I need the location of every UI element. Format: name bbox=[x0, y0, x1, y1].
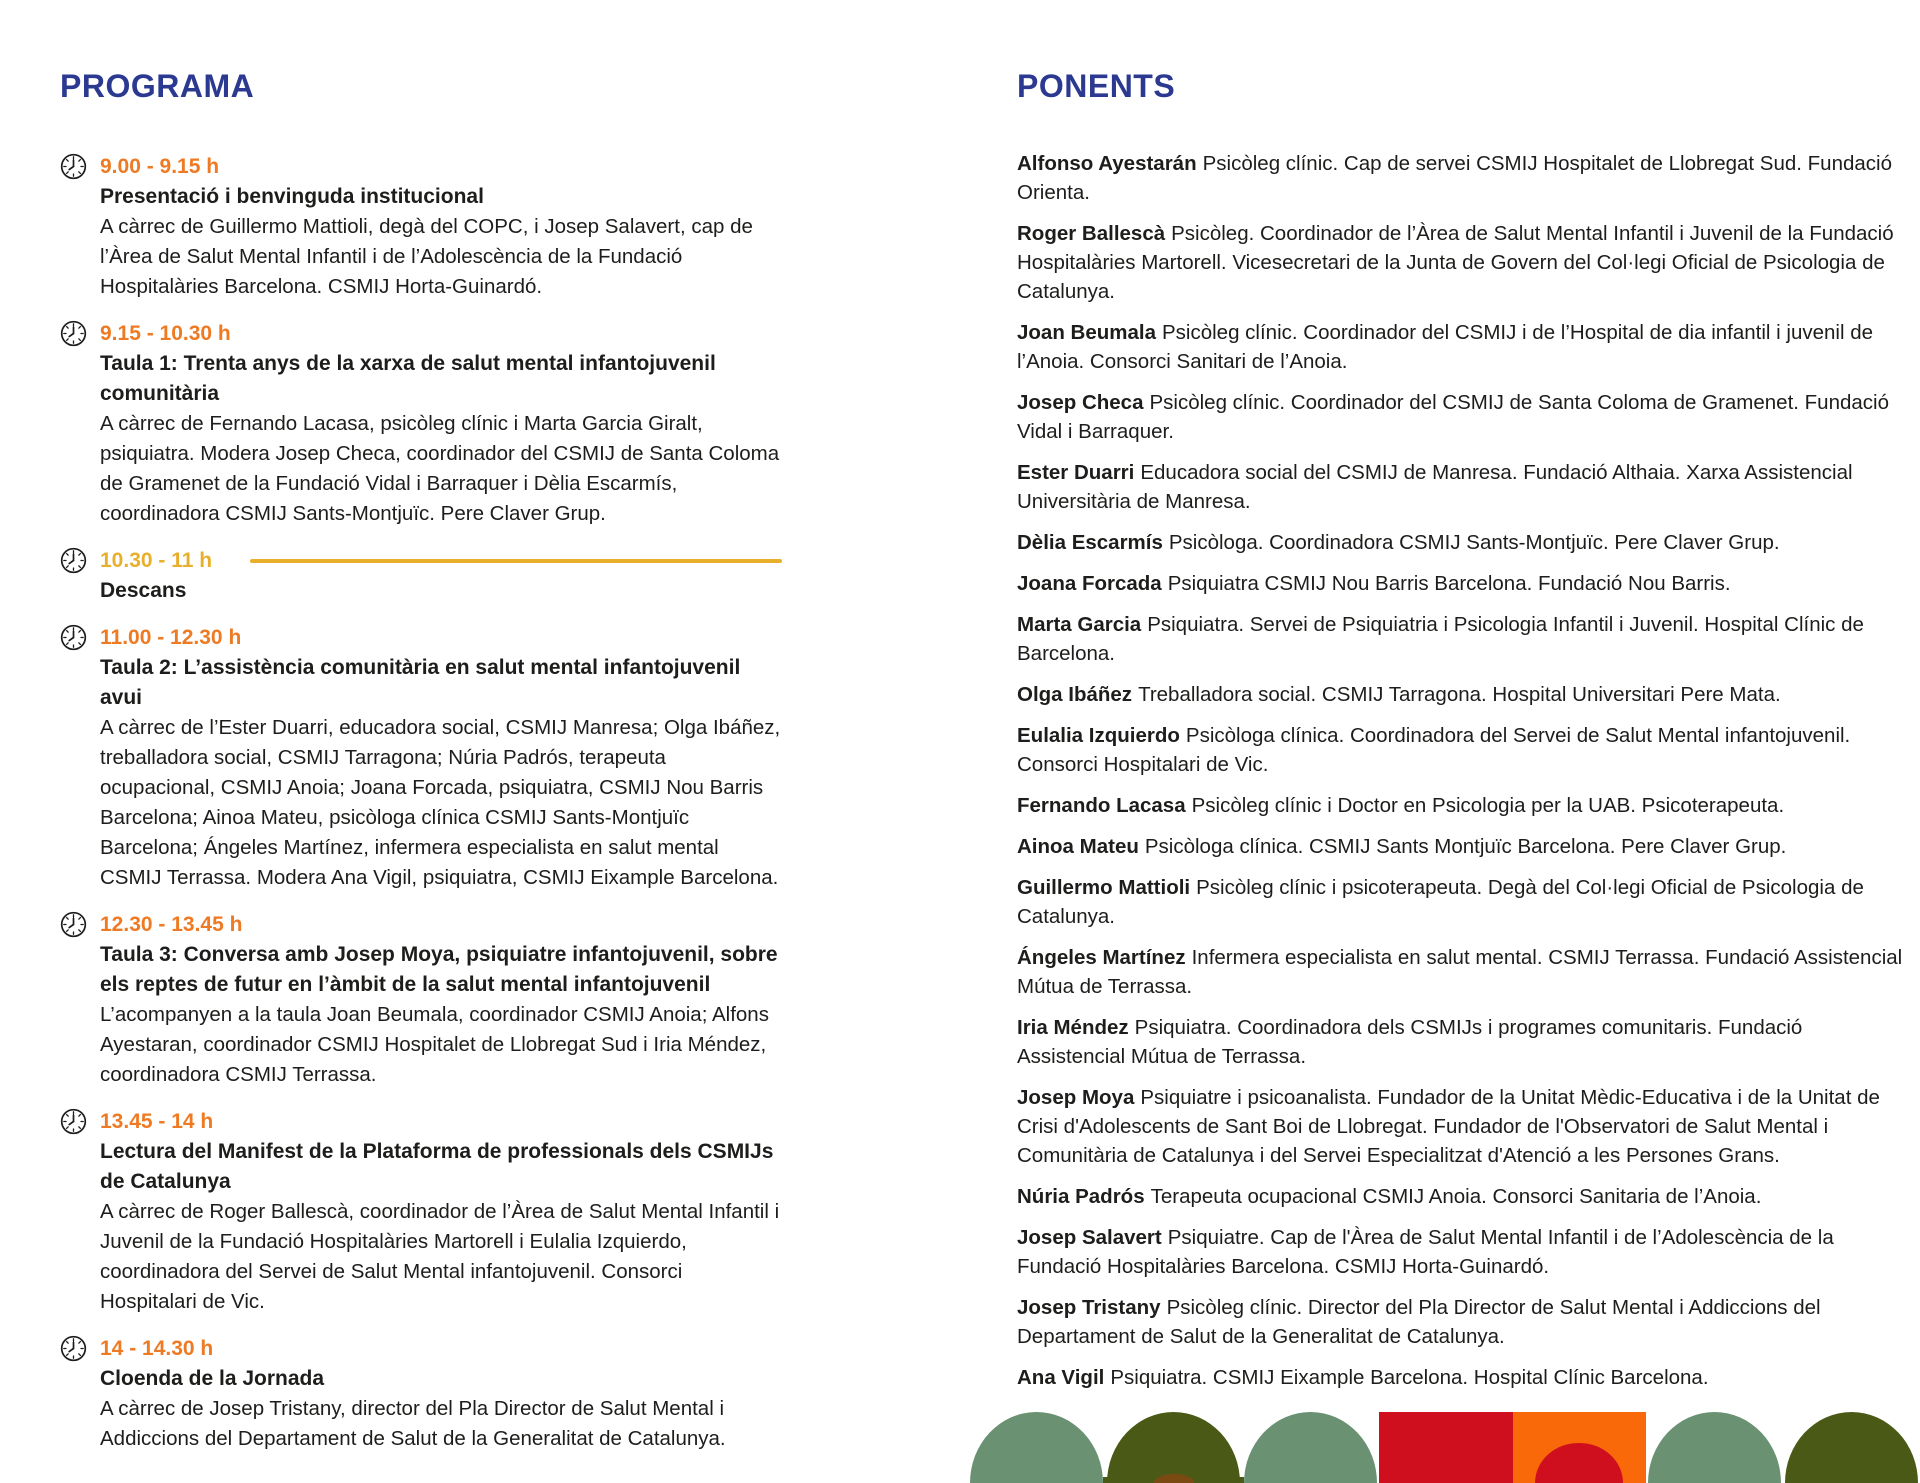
speaker-entry bbox=[1017, 610, 1910, 668]
decorative-arch-strip bbox=[968, 1412, 1920, 1483]
speaker-bio: Psiquiatra. CSMIJ Eixample Barcelona. Hospital Clínic Barcelona. bbox=[1110, 1365, 1709, 1389]
speaker-name: Joan Beumala bbox=[1017, 320, 1156, 344]
deco-square bbox=[1513, 1412, 1646, 1483]
deco-arch bbox=[1244, 1412, 1377, 1483]
speaker-entry bbox=[1017, 1223, 1910, 1281]
speaker-name: Guillermo Mattioli bbox=[1017, 875, 1191, 899]
session-body bbox=[100, 1107, 782, 1317]
session bbox=[60, 152, 800, 302]
session-time-row bbox=[100, 910, 782, 940]
deco-inner-arch bbox=[1535, 1443, 1623, 1483]
session-body bbox=[100, 546, 782, 606]
speaker-name: Roger Ballescà bbox=[1017, 221, 1166, 245]
speaker-bio: Psicòleg. Coordinador de l’Àrea de Salut Mental Infantil i Juvenil de la Fundació Hospitalàries Martorell. Vicesecretari de la Junta de Govern del Col·legi Oficial de Psicologia de Catalunya. bbox=[1017, 221, 1894, 303]
session-title: Lectura del Manifest de la Plataforma de professionals dels CSMIJs de Catalunya bbox=[100, 1139, 774, 1193]
speaker-entry bbox=[1017, 318, 1910, 376]
session-time: 9.15 - 10.30 h bbox=[100, 321, 231, 345]
deco-base-dome bbox=[1154, 1474, 1194, 1483]
speaker-entry bbox=[1017, 721, 1910, 779]
session-description: L’acompanyen a la taula Joan Beumala, coordinador CSMIJ Anoia; Alfons Ayestaran, coordinador CSMIJ Hospitalet de Llobregat Sud i Iria Méndez, coordinadora CSMIJ Terrassa. bbox=[100, 1002, 769, 1086]
speaker-bio: Psicòleg clínic. Cap de servei CSMIJ Hospitalet de Llobregat Sud. Fundació Orienta. bbox=[1017, 151, 1892, 204]
speaker-bio: Psicòleg clínic. Coordinador del CSMIJ de Santa Coloma de Gramenet. Fundació Vidal i Barraquer. bbox=[1017, 390, 1889, 443]
session-time: 13.45 - 14 h bbox=[100, 1109, 214, 1133]
session-description: A càrrec de l’Ester Duarri, educadora social, CSMIJ Manresa; Olga Ibáñez, treballadora social, CSMIJ Tarragona; Núria Padrós, terapeuta ocupacional, CSMIJ Anoia; Joana Forcada, psiquiatra, CSMIJ Nou Barris Barcelona; Ainoa Mateu, psicòloga clínica CSMIJ Sants-Montjuïc Barcelona; Ángeles Martínez, infermera especialista en salut mental CSMIJ Terrassa. Modera Ana Vigil, psiquiatra, CSMIJ Eixample Barcelona. bbox=[100, 715, 781, 889]
deco-arch bbox=[1107, 1412, 1240, 1483]
speaker-entry bbox=[1017, 388, 1910, 446]
speaker-name: Ester Duarri bbox=[1017, 460, 1135, 484]
deco-arch bbox=[970, 1412, 1103, 1483]
speaker-name: Olga Ibáñez bbox=[1017, 682, 1133, 706]
speaker-name: Josep Checa bbox=[1017, 390, 1144, 414]
speaker-name: Alfonso Ayestarán bbox=[1017, 151, 1197, 175]
clock-icon bbox=[60, 152, 87, 302]
speaker-bio: Psicòleg clínic i psicoterapeuta. Degà del Col·legi Oficial de Psicologia de Catalunya. bbox=[1017, 875, 1864, 928]
session-time: 12.30 - 13.45 h bbox=[100, 912, 243, 936]
speaker-name: Marta Garcia bbox=[1017, 612, 1142, 636]
session-time: 10.30 - 11 h bbox=[100, 548, 213, 572]
clock-icon bbox=[60, 546, 87, 606]
speaker-name: Ana Vigil bbox=[1017, 1365, 1105, 1389]
session-time: 14 - 14.30 h bbox=[100, 1336, 214, 1360]
speaker-entry bbox=[1017, 943, 1910, 1001]
clock-icon bbox=[60, 1107, 87, 1317]
session-title: Taula 1: Trenta anys de la xarxa de salut mental infantojuvenil comunitària bbox=[100, 351, 716, 405]
speaker-name: Eulalia Izquierdo bbox=[1017, 723, 1180, 747]
speaker-name: Ángeles Martínez bbox=[1017, 945, 1186, 969]
program-section bbox=[60, 70, 800, 1471]
session-description: A càrrec de Josep Tristany, director del Pla Director de Salut Mental i Addiccions del Departament de Salut de la Generalitat de Catalunya. bbox=[100, 1396, 726, 1450]
speaker-name: Dèlia Escarmís bbox=[1017, 530, 1163, 554]
session-body bbox=[100, 152, 782, 302]
speaker-entry bbox=[1017, 832, 1910, 861]
session bbox=[60, 910, 800, 1090]
session bbox=[60, 319, 800, 529]
speaker-bio: Psicòleg clínic. Coordinador del CSMIJ i de l’Hospital de dia infantil i juvenil de l’Anoia. Consorci Sanitari de l’Anoia. bbox=[1017, 320, 1874, 373]
deco-arch bbox=[1648, 1412, 1781, 1483]
speaker-bio: Psicòloga clínica. Coordinadora del Servei de Salut Mental infantojuvenil. Consorci Hospitalari de Vic. bbox=[1017, 723, 1851, 776]
session-break bbox=[60, 546, 800, 606]
clock-icon bbox=[60, 910, 87, 1090]
speaker-bio: Educadora social del CSMIJ de Manresa. Fundació Althaia. Xarxa Assistencial Universitària de Manresa. bbox=[1017, 460, 1853, 513]
speaker-name: Josep Moya bbox=[1017, 1085, 1135, 1109]
speaker-entry bbox=[1017, 219, 1910, 306]
speaker-entry bbox=[1017, 149, 1910, 207]
speakers-title: PONENTS bbox=[1017, 68, 1176, 104]
session bbox=[60, 1107, 800, 1317]
speaker-name: Josep Salavert bbox=[1017, 1225, 1162, 1249]
speaker-entry bbox=[1017, 1182, 1910, 1211]
speakers-section bbox=[1017, 70, 1910, 1404]
speaker-bio: Psicòleg clínic. Director del Pla Director de Salut Mental i Addiccions del Departament de Salut de la Generalitat de Catalunya. bbox=[1017, 1295, 1821, 1348]
session-title: Descans bbox=[100, 578, 187, 602]
clock-icon bbox=[60, 1334, 87, 1454]
session-time: 9.00 - 9.15 h bbox=[100, 154, 220, 178]
session-time-row bbox=[100, 1107, 782, 1137]
speaker-bio: Psicòloga clínica. CSMIJ Sants Montjuïc Barcelona. Pere Claver Grup. bbox=[1144, 834, 1787, 858]
session-description: A càrrec de Guillermo Mattioli, degà del COPC, i Josep Salavert, cap de l’Àrea de Salut Mental Infantil i de l’Adolescència de la Fundació Hospitalàries Barcelona. CSMIJ Horta-Guinardó. bbox=[100, 214, 753, 298]
session-body bbox=[100, 319, 782, 529]
session-time-row bbox=[100, 1334, 782, 1364]
speaker-bio: Psiquiatre i psicoanalista. Fundador de la Unitat Mèdic-Educativa i de la Unitat de Crisi d'Adolescents de Sant Boi de Llobregat. Fundador de l'Observatori de Salut Mental i Comunitària de Catalunya i del Servei Especialitzat d'Atenció a les Persones Grans. bbox=[1017, 1085, 1880, 1167]
speaker-bio: Psiquiatra CSMIJ Nou Barris Barcelona. Fundació Nou Barris. bbox=[1167, 571, 1731, 595]
session-title: Taula 2: L’assistència comunitària en salut mental infantojuvenil avui bbox=[100, 655, 741, 709]
speaker-bio: Psicòleg clínic i Doctor en Psicologia per la UAB. Psicoterapeuta. bbox=[1191, 793, 1785, 817]
session-description: A càrrec de Fernando Lacasa, psicòleg clínic i Marta Garcia Giralt, psiquiatra. Modera Josep Checa, coordinador del CSMIJ de Santa Coloma de Gramenet de la Fundació Vidal i Barraquer i Dèlia Escarmís, coordinadora CSMIJ Sants-Montjuïc. Pere Claver Grup. bbox=[100, 411, 780, 525]
session-time-row bbox=[100, 152, 782, 182]
session-time-row bbox=[100, 623, 782, 653]
speaker-name: Núria Padrós bbox=[1017, 1184, 1145, 1208]
speaker-entry bbox=[1017, 1013, 1910, 1071]
session-body bbox=[100, 623, 782, 893]
program-title: PROGRAMA bbox=[60, 68, 255, 104]
session-time-row bbox=[100, 546, 782, 576]
speaker-bio: Terapeuta ocupacional CSMIJ Anoia. Consorci Sanitaria de l’Anoia. bbox=[1150, 1184, 1762, 1208]
speaker-name: Iria Méndez bbox=[1017, 1015, 1129, 1039]
speaker-name: Ainoa Mateu bbox=[1017, 834, 1139, 858]
speaker-entry bbox=[1017, 458, 1910, 516]
deco-square bbox=[1379, 1412, 1512, 1483]
speaker-entry bbox=[1017, 1363, 1910, 1392]
speaker-entry bbox=[1017, 680, 1910, 709]
speaker-entry bbox=[1017, 528, 1910, 557]
speaker-name: Joana Forcada bbox=[1017, 571, 1162, 595]
session bbox=[60, 1334, 800, 1454]
session-title: Taula 3: Conversa amb Josep Moya, psiquiatre infantojuvenil, sobre els reptes de futur en l’àmbit de la salut mental infantojuvenil bbox=[100, 942, 778, 996]
speaker-bio: Psicòloga. Coordinadora CSMIJ Sants-Montjuïc. Pere Claver Grup. bbox=[1168, 530, 1780, 554]
session-title: Presentació i benvinguda institucional bbox=[100, 184, 484, 208]
speaker-bio: Treballadora social. CSMIJ Tarragona. Hospital Universitari Pere Mata. bbox=[1138, 682, 1781, 706]
session-description: A càrrec de Roger Ballescà, coordinador de l’Àrea de Salut Mental Infantil i Juvenil de la Fundació Hospitalàries Martorell i Eulalia Izquierdo, coordinadora del Servei de Salut Mental infantojuvenil. Consorci Hospitalari de Vic. bbox=[100, 1199, 780, 1313]
session bbox=[60, 623, 800, 893]
speaker-name: Fernando Lacasa bbox=[1017, 793, 1186, 817]
speaker-entry bbox=[1017, 1293, 1910, 1351]
speaker-entry bbox=[1017, 1083, 1910, 1170]
session-title: Cloenda de la Jornada bbox=[100, 1366, 325, 1390]
session-time-row bbox=[100, 319, 782, 349]
speaker-entry bbox=[1017, 873, 1910, 931]
speaker-bio: Psiquiatra. Coordinadora dels CSMIJs i programes comunitaris. Fundació Assistencial Mútua de Terrassa. bbox=[1017, 1015, 1803, 1068]
session-body bbox=[100, 1334, 782, 1454]
speaker-name: Josep Tristany bbox=[1017, 1295, 1161, 1319]
speaker-entry bbox=[1017, 791, 1910, 820]
session-time: 11.00 - 12.30 h bbox=[100, 625, 242, 649]
speaker-bio: Psiquiatre. Cap de l'Àrea de Salut Mental Infantil i de l’Adolescència de la Fundació Hospitalàries Barcelona. CSMIJ Horta-Guinardó. bbox=[1017, 1225, 1834, 1278]
clock-icon bbox=[60, 319, 87, 529]
speaker-entry bbox=[1017, 569, 1910, 598]
clock-icon bbox=[60, 623, 87, 893]
break-divider bbox=[250, 559, 782, 563]
deco-arch bbox=[1785, 1412, 1918, 1483]
session-body bbox=[100, 910, 782, 1090]
speaker-bio: Psiquiatra. Servei de Psiquiatria i Psicologia Infantil i Juvenil. Hospital Clínic de Barcelona. bbox=[1017, 612, 1864, 665]
speaker-bio: Infermera especialista en salut mental. CSMIJ Terrassa. Fundació Assistencial Mútua de Terrassa. bbox=[1017, 945, 1903, 998]
